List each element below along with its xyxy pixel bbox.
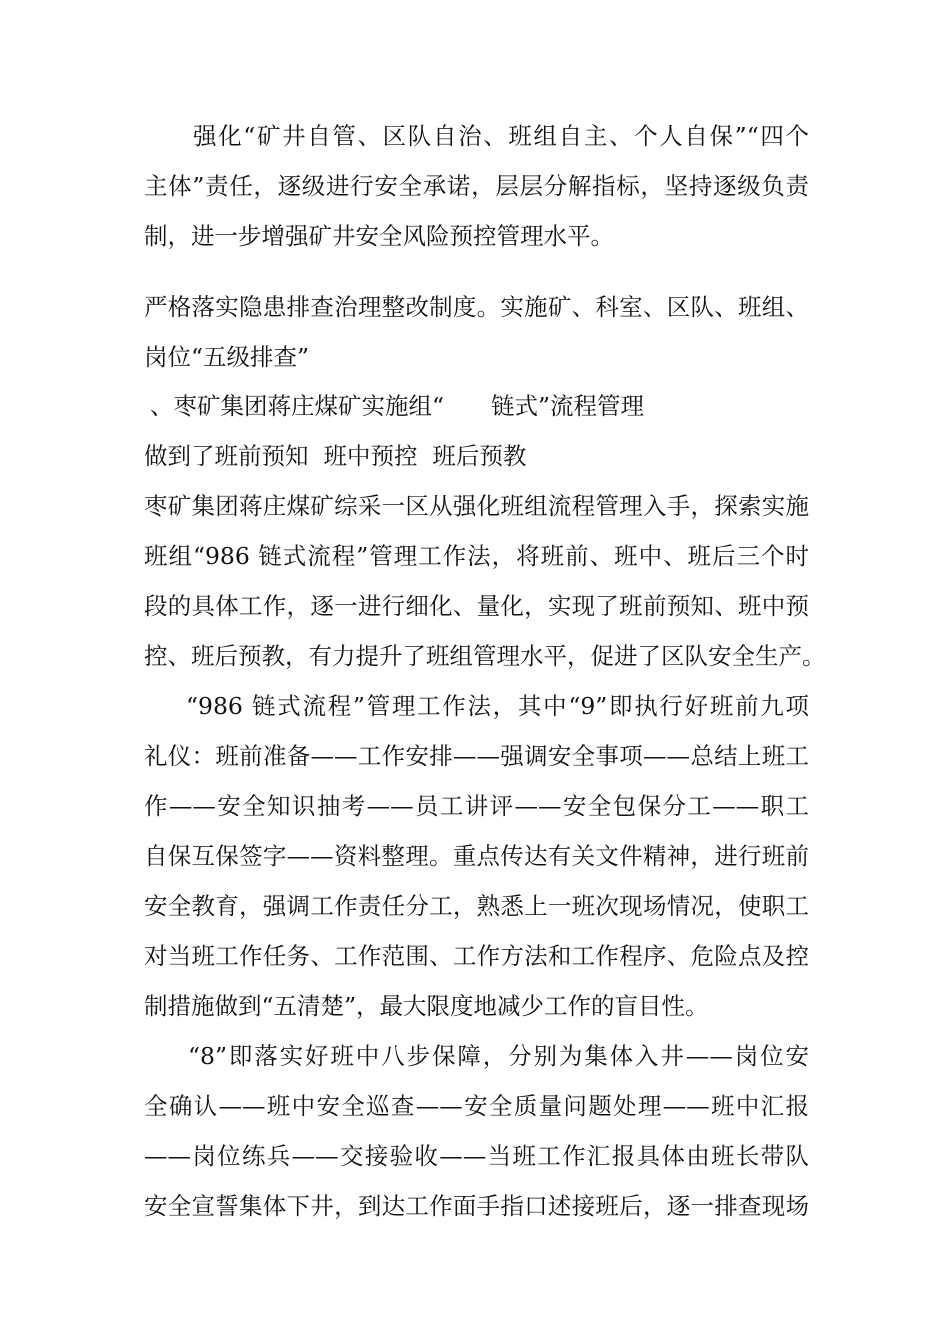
text-line: 礼仪：班前准备——工作安排——强调安全事项——总结上班工 — [144, 742, 809, 770]
text-line: 自保互保签字——资料整理。重点传达有关文件精神，进行班前 — [144, 842, 809, 870]
text-line: 全确认——班中安全巡查——安全质量问题处理——班中汇报 — [144, 1092, 809, 1120]
text-line: 制，进一步增强矿井安全风险预控管理水平。 — [144, 222, 614, 250]
text-line: 做到了班前预知 班中预控 班后预教 — [144, 442, 527, 470]
text-line: 制措施做到“五清楚”，最大限度地减少工作的盲目性。 — [144, 992, 709, 1020]
text-line: “986 链式流程”管理工作法，其中“9”即执行好班前九项 — [186, 692, 809, 720]
text-line: 、枣矿集团蒋庄煤矿实施组“ 链式”流程管理 — [150, 392, 645, 420]
text-line: 作——安全知识抽考——员工讲评——安全包保分工——职工 — [144, 792, 809, 820]
text-line: “8”即落实好班中八步保障，分别为集体入井——岗位安 — [188, 1042, 809, 1070]
text-line: 枣矿集团蒋庄煤矿综采一区从强化班组流程管理入手，探索实施 — [144, 492, 809, 520]
text-line: 岗位“五级排查” — [144, 343, 310, 371]
text-line: 班组“986 链式流程”管理工作法，将班前、班中、班后三个时 — [144, 542, 809, 570]
text-line: ——岗位练兵——交接验收——当班工作汇报具体由班长带队 — [144, 1142, 809, 1170]
text-line: 安全教育，强调工作责任分工，熟悉上一班次现场情况，使职工 — [144, 892, 809, 920]
text-line: 主体”责任，逐级进行安全承诺，层层分解指标，坚持逐级负责 — [144, 172, 809, 200]
text-line: 对当班工作任务、工作范围、工作方法和工作程序、危险点及控 — [144, 942, 809, 970]
text-line: 控、班后预教，有力提升了班组管理水平，促进了区队安全生产。 — [144, 642, 826, 670]
text-line: 强化“矿井自管、区队自治、班组自主、个人自保”“四个 — [193, 122, 809, 150]
text-line: 严格落实隐患排查治理整改制度。实施矿、科室、区队、班组、 — [144, 293, 809, 321]
text-line: 安全宣誓集体下井，到达工作面手指口述接班后，逐一排查现场 — [144, 1192, 809, 1220]
text-line: 段的具体工作，逐一进行细化、量化，实现了班前预知、班中预 — [144, 592, 809, 620]
